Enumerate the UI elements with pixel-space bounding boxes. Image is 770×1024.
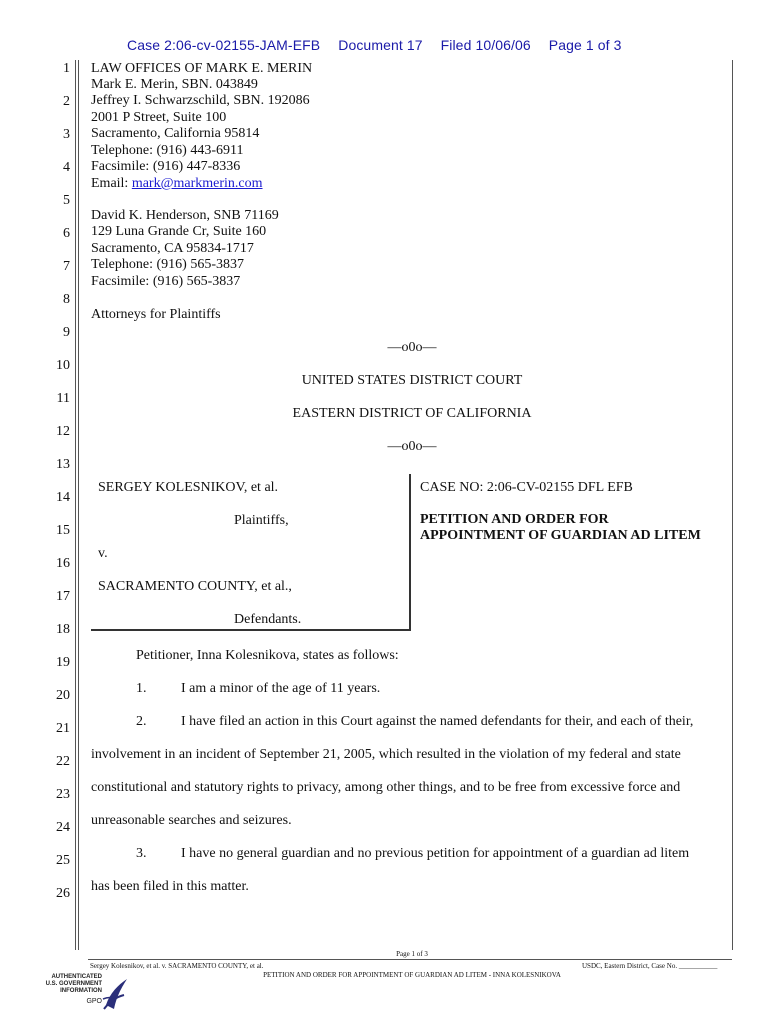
- paragraph-text: I have no general guardian and no previous petition for appointment of a guardian ad litem: [181, 846, 690, 861]
- eagle-swoosh-icon: [100, 975, 130, 1013]
- footer-page-number: Page 1 of 3: [396, 950, 428, 958]
- line-number: 14: [56, 490, 70, 505]
- gpo-line: AUTHENTICATED: [51, 974, 102, 980]
- filed-date-header: Filed 10/06/06: [440, 37, 531, 53]
- filing-header: [127, 37, 635, 53]
- paragraph-text: I have filed an action in this Court against the named defendants for their, and each of their,: [181, 714, 694, 729]
- versus: v.: [98, 546, 108, 561]
- line-number: 23: [56, 787, 70, 802]
- caption-bottom-rule: [91, 629, 411, 631]
- paragraph-text: unreasonable searches and seizures.: [91, 813, 292, 828]
- city-address: Sacramento, CA 95834-1717: [91, 241, 254, 256]
- line-number: 22: [56, 754, 70, 769]
- paragraph-text: constitutional and statutory rights to privacy, among other things, and to be free from excessive force and: [91, 780, 681, 795]
- document-number-header: Document 17: [338, 37, 423, 53]
- line-number: 24: [56, 820, 70, 835]
- line-number: 2: [63, 94, 70, 109]
- line-number: 8: [63, 292, 70, 307]
- line-number: 17: [56, 589, 70, 604]
- document-title-line-2: APPOINTMENT OF GUARDIAN AD LITEM: [420, 528, 701, 543]
- line-number: 5: [63, 193, 70, 208]
- footer-document-title: PETITION AND ORDER FOR APPOINTMENT OF GUARDIAN AD LITEM - INNA KOLESNIKOVA: [263, 971, 561, 979]
- paragraph-number: 1.: [136, 681, 147, 696]
- gpo-authentication-seal: [44, 974, 134, 1018]
- separator: —o0o—: [387, 439, 437, 454]
- caption-vertical-rule: [409, 474, 411, 631]
- separator: —o0o—: [387, 340, 437, 355]
- facsimile: Facsimile: (916) 447-8336: [91, 159, 241, 174]
- line-number: 13: [56, 457, 70, 472]
- line-number: 26: [56, 886, 70, 901]
- footer-rule: [88, 959, 732, 960]
- telephone: Telephone: (916) 443-6911: [91, 143, 244, 158]
- email-label: Email:: [91, 176, 132, 191]
- paragraph-text: has been filed in this matter.: [91, 879, 249, 894]
- paragraph-text: involvement in an incident of September 21, 2005, which resulted in the violation of my federal and state: [91, 747, 681, 762]
- line-number: 15: [56, 523, 70, 538]
- line-number: 11: [56, 391, 70, 406]
- attorney-name: Jeffrey I. Schwarzschild, SBN. 192086: [91, 93, 310, 108]
- facsimile: Facsimile: (916) 565-3837: [91, 274, 241, 289]
- line-number: 10: [56, 358, 70, 373]
- court-district: EASTERN DISTRICT OF CALIFORNIA: [292, 406, 532, 421]
- intro-paragraph: Petitioner, Inna Kolesnikova, states as follows:: [136, 648, 399, 663]
- email-line: [91, 176, 263, 192]
- left-margin-line-1: [75, 60, 76, 950]
- line-number: 16: [56, 556, 70, 571]
- gpo-line: GPO: [86, 998, 102, 1005]
- line-number: 25: [56, 853, 70, 868]
- defendant-name: SACRAMENTO COUNTY, et al.,: [98, 579, 292, 594]
- line-number: 6: [63, 226, 70, 241]
- line-number: 20: [56, 688, 70, 703]
- attorney-name: Mark E. Merin, SBN. 043849: [91, 77, 258, 92]
- left-margin-line-2: [78, 60, 79, 950]
- case-number: CASE NO: 2:06-CV-02155 DFL EFB: [420, 480, 633, 495]
- paragraph-number: 3.: [136, 846, 147, 861]
- line-number: 3: [63, 127, 70, 142]
- line-number: 18: [56, 622, 70, 637]
- line-number: 19: [56, 655, 70, 670]
- email-link[interactable]: mark@markmerin.com: [131, 176, 263, 191]
- plaintiff-name: SERGEY KOLESNIKOV, et al.: [98, 480, 279, 495]
- page-count-header: Page 1 of 3: [548, 37, 622, 53]
- paragraph-number: 2.: [136, 714, 147, 729]
- court-name: UNITED STATES DISTRICT COURT: [301, 373, 523, 388]
- line-number: 12: [56, 424, 70, 439]
- attorney-role: Attorneys for Plaintiffs: [91, 307, 221, 322]
- footer-case-caption: Sergey Kolesnikov, et al. v. SACRAMENTO COUNTY, et al.: [90, 962, 264, 970]
- document-title-line-1: PETITION AND ORDER FOR: [420, 512, 609, 527]
- paragraph-text: I am a minor of the age of 11 years.: [181, 681, 381, 696]
- attorney-name: David K. Henderson, SNB 71169: [91, 208, 279, 223]
- street-address: 129 Luna Grande Cr, Suite 160: [91, 224, 267, 239]
- right-margin-line: [732, 60, 733, 950]
- case-number-header: Case 2:06-cv-02155-JAM-EFB: [127, 37, 321, 53]
- line-number: 7: [63, 259, 70, 274]
- firm-name: LAW OFFICES OF MARK E. MERIN: [91, 61, 313, 76]
- defendant-role: Defendants.: [234, 612, 302, 627]
- street-address: 2001 P Street, Suite 100: [91, 110, 227, 125]
- telephone: Telephone: (916) 565-3837: [91, 257, 244, 272]
- gpo-line: INFORMATION: [60, 988, 102, 994]
- line-number: 1: [63, 61, 70, 76]
- footer-court: USDC, Eastern District, Case No. ___________: [582, 962, 718, 970]
- gpo-line: U.S. GOVERNMENT: [45, 981, 102, 987]
- line-number: 21: [56, 721, 70, 736]
- line-number: 4: [63, 160, 70, 175]
- line-number: 9: [63, 325, 70, 340]
- city-address: Sacramento, California 95814: [91, 126, 260, 141]
- plaintiff-role: Plaintiffs,: [234, 513, 289, 528]
